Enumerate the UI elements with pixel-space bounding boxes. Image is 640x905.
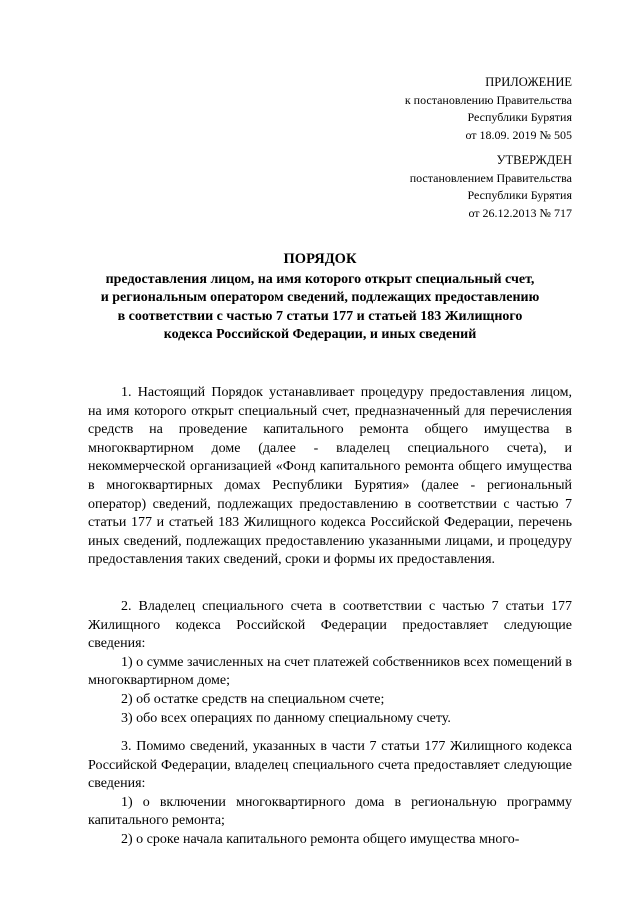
appendix-line-1: к постановлению Правительства xyxy=(404,92,572,107)
paragraph-2-item-2: 2) об остатке средств на специальном счете; xyxy=(121,691,385,707)
paragraph-3-item-2: 2) о сроке начала капитального ремонта общего имущества много- xyxy=(121,831,520,847)
approved-heading: УТВЕРЖДЕН xyxy=(496,153,572,167)
appendix-line-3: от 18.09. 2019 № 505 xyxy=(465,127,572,142)
section-3 xyxy=(88,738,572,850)
paragraph-3: 3. Помимо сведений, указанных в части 7 статьи 177 Жилищного кодекса Российской Федерации, владелец специального счета предоставляет следующие сведения: xyxy=(88,739,572,792)
section-1 xyxy=(88,384,572,570)
approved-line-1: постановлением Правительства xyxy=(409,170,572,185)
document-title xyxy=(100,250,540,345)
paragraph-1: 1. Настоящий Порядок устанавливает процедуру предоставления лицом, на имя которого открыт специальный счет, предназначенный для перечисления средств на проведение капитального ремонта общего имущества в многоквартирном доме (далее - владелец специального счета), и некоммерческой организацией «Фонд капитального ремонта общего имущества в многоквартирных домах Республики Бурятия» (далее - региональный оператор) сведений, подлежащих предоставлению в соответствии с частью 7 статьи 177 и статьей 183 Жилищного кодекса Российской Федерации, перечень иных сведений, подлежащих предоставлению указанными лицами, и процедуру предоставления таких сведений, сроки и формы их предоставления. xyxy=(88,385,572,568)
paragraph-2-item-1: 1) о сумме зачисленных на счет платежей собственников всех помещений в многоквартирном доме; xyxy=(88,654,572,689)
title-subtitle: предоставления лицом, на имя которого открыт специальный счет, и региональным оператором сведений, подлежащих предоставлению в соответствии с частью 7 статьи 177 и статьей 183 Жилищного кодекса Российской Федерации, и иных сведений xyxy=(100,271,540,342)
title-main: ПОРЯДОК xyxy=(283,251,357,267)
paragraph-2-item-3: 3) обо всех операциях по данному специальному счету. xyxy=(121,710,451,726)
approved-line-3: от 26.12.2013 № 717 xyxy=(468,205,572,220)
approved-line-2: Республики Бурятия xyxy=(467,188,572,202)
section-2 xyxy=(88,598,572,728)
paragraph-2: 2. Владелец специального счета в соответствии с частью 7 статьи 177 Жилищного кодекса Российской Федерации предоставляет следующие сведения: xyxy=(88,599,572,652)
appendix-line-2: Республики Бурятия xyxy=(467,110,572,124)
approved-stamp xyxy=(410,152,572,222)
appendix-stamp xyxy=(405,74,572,144)
appendix-heading: ПРИЛОЖЕНИЕ xyxy=(485,75,572,89)
paragraph-3-item-1: 1) о включении многоквартирного дома в региональную программу капитального ремонта; xyxy=(88,794,572,829)
